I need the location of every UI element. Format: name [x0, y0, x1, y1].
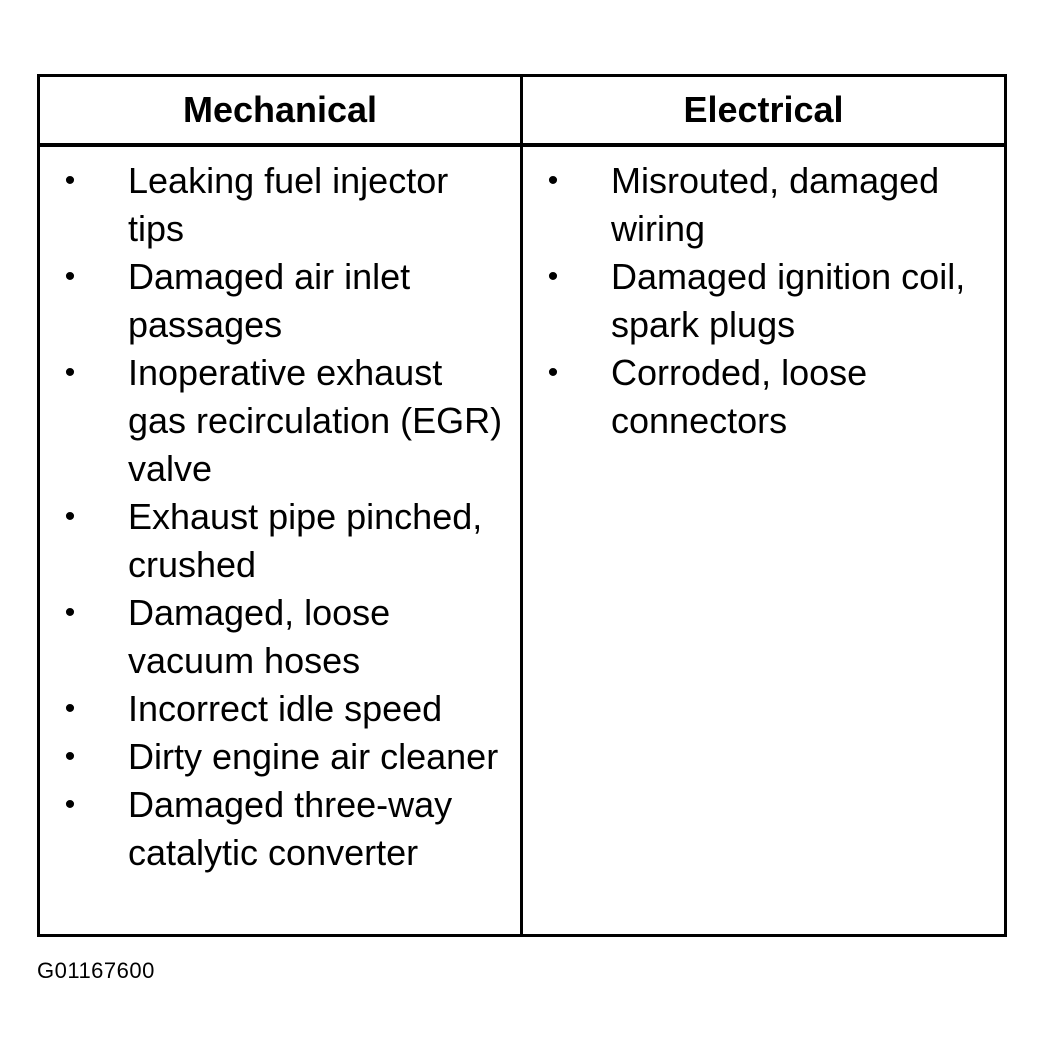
- electrical-item-text: Damaged ignition coil, spark plugs: [611, 256, 966, 345]
- figure-id: G01167600: [37, 958, 155, 983]
- mechanical-item: [40, 685, 520, 733]
- mechanical-item-text: Leaking fuel injector tips: [128, 160, 449, 249]
- mechanical-item: [40, 253, 520, 349]
- bullet-icon: •: [64, 164, 76, 197]
- electrical-item: [523, 349, 1004, 445]
- bullet-icon: •: [547, 164, 559, 197]
- bullet-icon: •: [64, 500, 76, 533]
- electrical-column: [523, 157, 1004, 445]
- mechanical-item-text: Incorrect idle speed: [128, 688, 443, 729]
- causes-table: [37, 74, 1007, 937]
- electrical-header: Electrical: [683, 89, 844, 130]
- mechanical-item-text: Dirty engine air cleaner: [128, 736, 499, 777]
- bullet-icon: •: [64, 740, 76, 773]
- bullet-icon: •: [64, 692, 76, 725]
- electrical-list: [523, 157, 1004, 445]
- bullet-icon: •: [64, 788, 76, 821]
- bullet-icon: •: [64, 356, 76, 389]
- electrical-item-text: Corroded, loose connectors: [611, 352, 868, 441]
- mechanical-item: [40, 349, 520, 493]
- bullet-icon: •: [64, 260, 76, 293]
- bullet-icon: •: [547, 260, 559, 293]
- mechanical-item: [40, 493, 520, 589]
- mechanical-item-text: Damaged, loose vacuum hoses: [128, 592, 391, 681]
- bullet-icon: •: [64, 596, 76, 629]
- mechanical-list: [40, 157, 520, 877]
- electrical-item: [523, 253, 1004, 349]
- mechanical-item: [40, 157, 520, 253]
- electrical-item: [523, 157, 1004, 253]
- mechanical-item: [40, 589, 520, 685]
- electrical-item-text: Misrouted, damaged wiring: [611, 160, 940, 249]
- mechanical-item-text: Damaged air inlet passages: [128, 256, 411, 345]
- mechanical-item-text: Inoperative exhaust gas recirculation (EGR) valve: [128, 352, 503, 489]
- bullet-icon: •: [547, 356, 559, 389]
- mechanical-column: [40, 157, 520, 877]
- mechanical-item: [40, 733, 520, 781]
- mechanical-item-text: Exhaust pipe pinched, crushed: [128, 496, 483, 585]
- mechanical-item-text: Damaged three-way catalytic converter: [128, 784, 453, 873]
- mechanical-header: Mechanical: [182, 89, 378, 130]
- mechanical-item: [40, 781, 520, 877]
